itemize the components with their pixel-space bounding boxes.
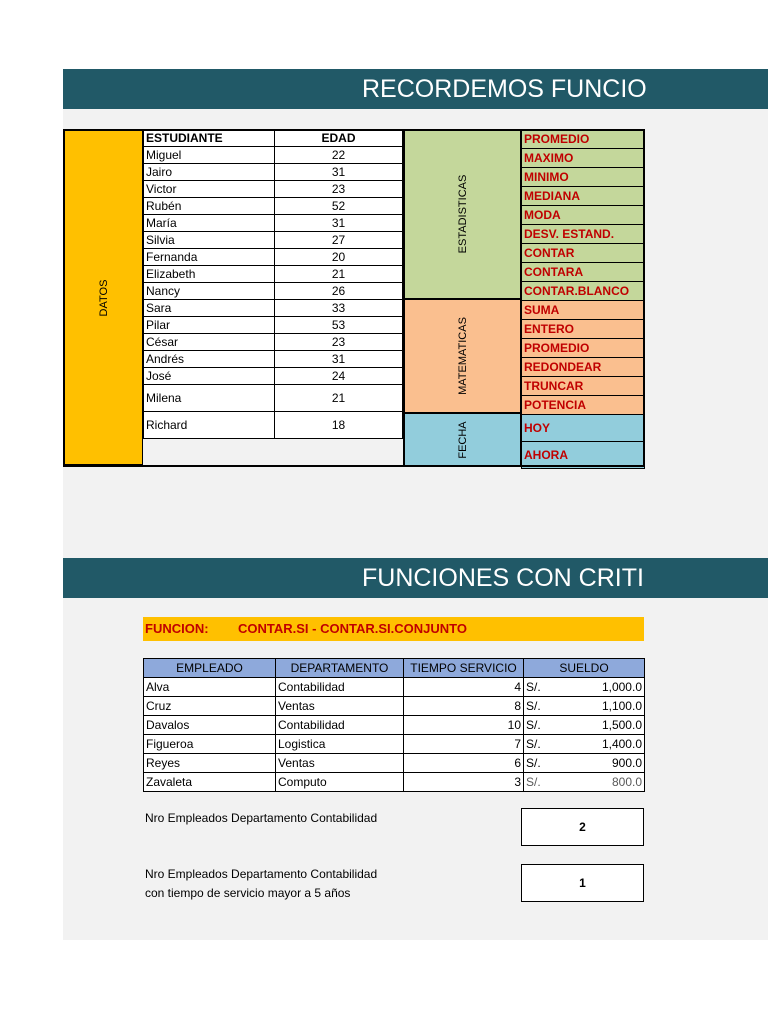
student-name-cell[interactable]: Richard [144,412,275,439]
header-tiempo-servicio[interactable]: TIEMPO SERVICIO [404,659,524,678]
function-cell-estadisticas[interactable]: MINIMO [522,168,645,187]
salary-amount: 1,000.0 [601,680,642,694]
header-departamento[interactable]: DEPARTAMENTO [276,659,404,678]
question-2-label-line2: con tiempo de servicio mayor a 5 años [145,886,351,900]
group-label-matematicas: MATEMATICAS [456,317,469,395]
currency-symbol: S/. [526,718,541,732]
employee-years-cell[interactable]: 4 [404,678,524,697]
student-name-cell[interactable]: Andrés [144,351,275,368]
banner-top-title: RECORDEMOS FUNCIO [362,75,647,103]
students-table [143,129,403,439]
student-age-cell[interactable]: 27 [275,232,403,249]
employee-name-cell[interactable]: Figueroa [144,735,276,754]
employee-dept-cell[interactable]: Computo [276,773,404,792]
salary-amount: 1,500.0 [601,718,642,732]
answer-2-cell[interactable]: 1 [521,864,644,902]
employee-name-cell[interactable]: Alva [144,678,276,697]
header-sueldo[interactable]: SUELDO [524,659,645,678]
student-age-cell[interactable]: 22 [275,147,403,164]
group-fecha [403,413,521,467]
function-cell-fecha[interactable]: HOY [522,415,645,442]
employee-name-cell[interactable]: Cruz [144,697,276,716]
employee-salary-cell[interactable] [524,754,645,773]
function-bar-value: CONTAR.SI - CONTAR.SI.CONJUNTO [238,621,467,636]
employee-dept-cell[interactable]: Contabilidad [276,678,404,697]
salary-amount: 1,400.0 [601,737,642,751]
table-row [522,301,645,320]
salary-amount: 900.0 [611,756,642,770]
question-1-label: Nro Empleados Departamento Contabilidad [145,811,378,825]
function-cell-estadisticas[interactable]: DESV. ESTAND. [522,225,645,244]
question-2-label: Nro Empleados Departamento Contabilidad [145,867,378,881]
function-cell-matematicas[interactable]: ENTERO [522,320,645,339]
currency-symbol: S/. [526,680,541,694]
banner-top [63,69,768,109]
table-row [522,206,645,225]
table-row [144,754,645,773]
currency-symbol: S/. [526,737,541,751]
student-age-cell[interactable]: 52 [275,198,403,215]
student-name-cell[interactable]: Victor [144,181,275,198]
employee-dept-cell[interactable]: Ventas [276,697,404,716]
employee-name-cell[interactable]: Reyes [144,754,276,773]
table-row [144,412,403,439]
table-row [144,317,403,334]
table-row [144,181,403,198]
currency-symbol: S/. [526,699,541,713]
function-cell-matematicas[interactable]: POTENCIA [522,396,645,415]
function-cell-estadisticas[interactable]: CONTAR [522,244,645,263]
function-cell-matematicas[interactable]: PROMEDIO [522,339,645,358]
student-name-cell[interactable]: Jairo [144,164,275,181]
student-age-cell[interactable]: 21 [275,385,403,412]
table-row [522,187,645,206]
employee-years-cell[interactable]: 7 [404,735,524,754]
function-cell-matematicas[interactable]: TRUNCAR [522,377,645,396]
table-row [144,283,403,300]
student-age-cell[interactable]: 18 [275,412,403,439]
employee-salary-cell[interactable] [524,678,645,697]
table-row [144,232,403,249]
function-cell-estadisticas[interactable]: MAXIMO [522,149,645,168]
header-empleado[interactable]: EMPLEADO [144,659,276,678]
table-row [144,735,645,754]
group-label-estadisticas: ESTADISTICAS [456,174,469,254]
table-row [522,415,645,442]
table-row [144,249,403,266]
table-row [144,716,645,735]
table-row [522,149,645,168]
group-matematicas [403,299,521,413]
employee-years-cell[interactable]: 3 [404,773,524,792]
table-row [522,396,645,415]
table-row [144,198,403,215]
student-name-cell[interactable]: Rubén [144,198,275,215]
student-name-cell[interactable]: Fernanda [144,249,275,266]
employee-dept-cell[interactable]: Contabilidad [276,716,404,735]
student-age-cell[interactable]: 26 [275,283,403,300]
function-cell-estadisticas[interactable]: CONTAR.BLANCO [522,282,645,301]
employee-salary-cell[interactable] [524,773,645,792]
header-edad[interactable]: EDAD [275,130,403,147]
student-age-cell[interactable]: 23 [275,334,403,351]
function-cell-matematicas[interactable]: REDONDEAR [522,358,645,377]
group-label-fecha: FECHA [456,421,469,459]
table-row [144,368,403,385]
function-cell-estadisticas[interactable]: CONTARA [522,263,645,282]
student-name-cell[interactable]: Silvia [144,232,275,249]
table-row [522,442,645,469]
table-header-row [144,659,645,678]
function-cell-matematicas[interactable]: SUMA [522,301,645,320]
student-name-cell[interactable]: Elizabeth [144,266,275,283]
student-age-cell[interactable]: 31 [275,164,403,181]
employee-dept-cell[interactable]: Logistica [276,735,404,754]
student-age-cell[interactable]: 53 [275,317,403,334]
table-row [522,244,645,263]
table-row [522,225,645,244]
student-age-cell[interactable]: 23 [275,181,403,198]
student-name-cell[interactable]: César [144,334,275,351]
datos-block [63,129,143,466]
student-name-cell[interactable]: José [144,368,275,385]
table-row [522,263,645,282]
function-cell-fecha[interactable]: AHORA [522,442,645,469]
banner-mid-title: FUNCIONES CON CRITI [362,564,644,592]
table-row [144,300,403,317]
student-age-cell[interactable]: 21 [275,266,403,283]
student-name-cell[interactable]: Sara [144,300,275,317]
datos-label: DATOS [97,279,110,316]
group-estadisticas [403,129,521,299]
table-row [522,358,645,377]
student-name-cell[interactable]: Milena [144,385,275,412]
student-age-cell[interactable]: 24 [275,368,403,385]
function-cell-estadisticas[interactable]: MEDIANA [522,187,645,206]
function-bar-key: FUNCION: [145,621,209,636]
employee-name-cell[interactable]: Davalos [144,716,276,735]
table-row [522,320,645,339]
banner-mid [63,558,768,598]
function-cell-estadisticas[interactable]: MODA [522,206,645,225]
employee-name-cell[interactable]: Zavaleta [144,773,276,792]
employee-salary-cell[interactable] [524,716,645,735]
table-row [522,339,645,358]
table-row [144,351,403,368]
header-estudiante[interactable]: ESTUDIANTE [144,130,275,147]
currency-symbol: S/. [526,756,541,770]
table-row [144,215,403,232]
employee-salary-cell[interactable] [524,735,645,754]
table-row [144,164,403,181]
employee-years-cell[interactable]: 8 [404,697,524,716]
student-name-cell[interactable]: María [144,215,275,232]
table-row [144,697,645,716]
currency-symbol: S/. [526,775,541,789]
table-row [144,385,403,412]
functions-table [521,129,645,469]
student-name-cell[interactable]: Nancy [144,283,275,300]
employee-dept-cell[interactable]: Ventas [276,754,404,773]
student-age-cell[interactable]: 31 [275,215,403,232]
table-row [522,130,645,149]
salary-amount: 1,100.0 [601,699,642,713]
employee-salary-cell[interactable] [524,697,645,716]
table-row [144,147,403,164]
employee-years-cell[interactable]: 10 [404,716,524,735]
employee-years-cell[interactable]: 6 [404,754,524,773]
table-row [522,377,645,396]
student-age-cell[interactable]: 31 [275,351,403,368]
table-row [522,282,645,301]
student-name-cell[interactable]: Pilar [144,317,275,334]
function-cell-estadisticas[interactable]: PROMEDIO [522,130,645,149]
table-row [522,168,645,187]
table-header-row [144,130,403,147]
employees-table [143,658,645,792]
student-age-cell[interactable]: 20 [275,249,403,266]
answer-1-cell[interactable]: 2 [521,808,644,846]
table-row [144,334,403,351]
salary-amount: 800.0 [611,775,642,789]
student-name-cell[interactable]: Miguel [144,147,275,164]
table-row [144,266,403,283]
function-bar[interactable] [143,617,644,641]
student-age-cell[interactable]: 33 [275,300,403,317]
table-row [144,678,645,697]
table-row [144,773,645,792]
